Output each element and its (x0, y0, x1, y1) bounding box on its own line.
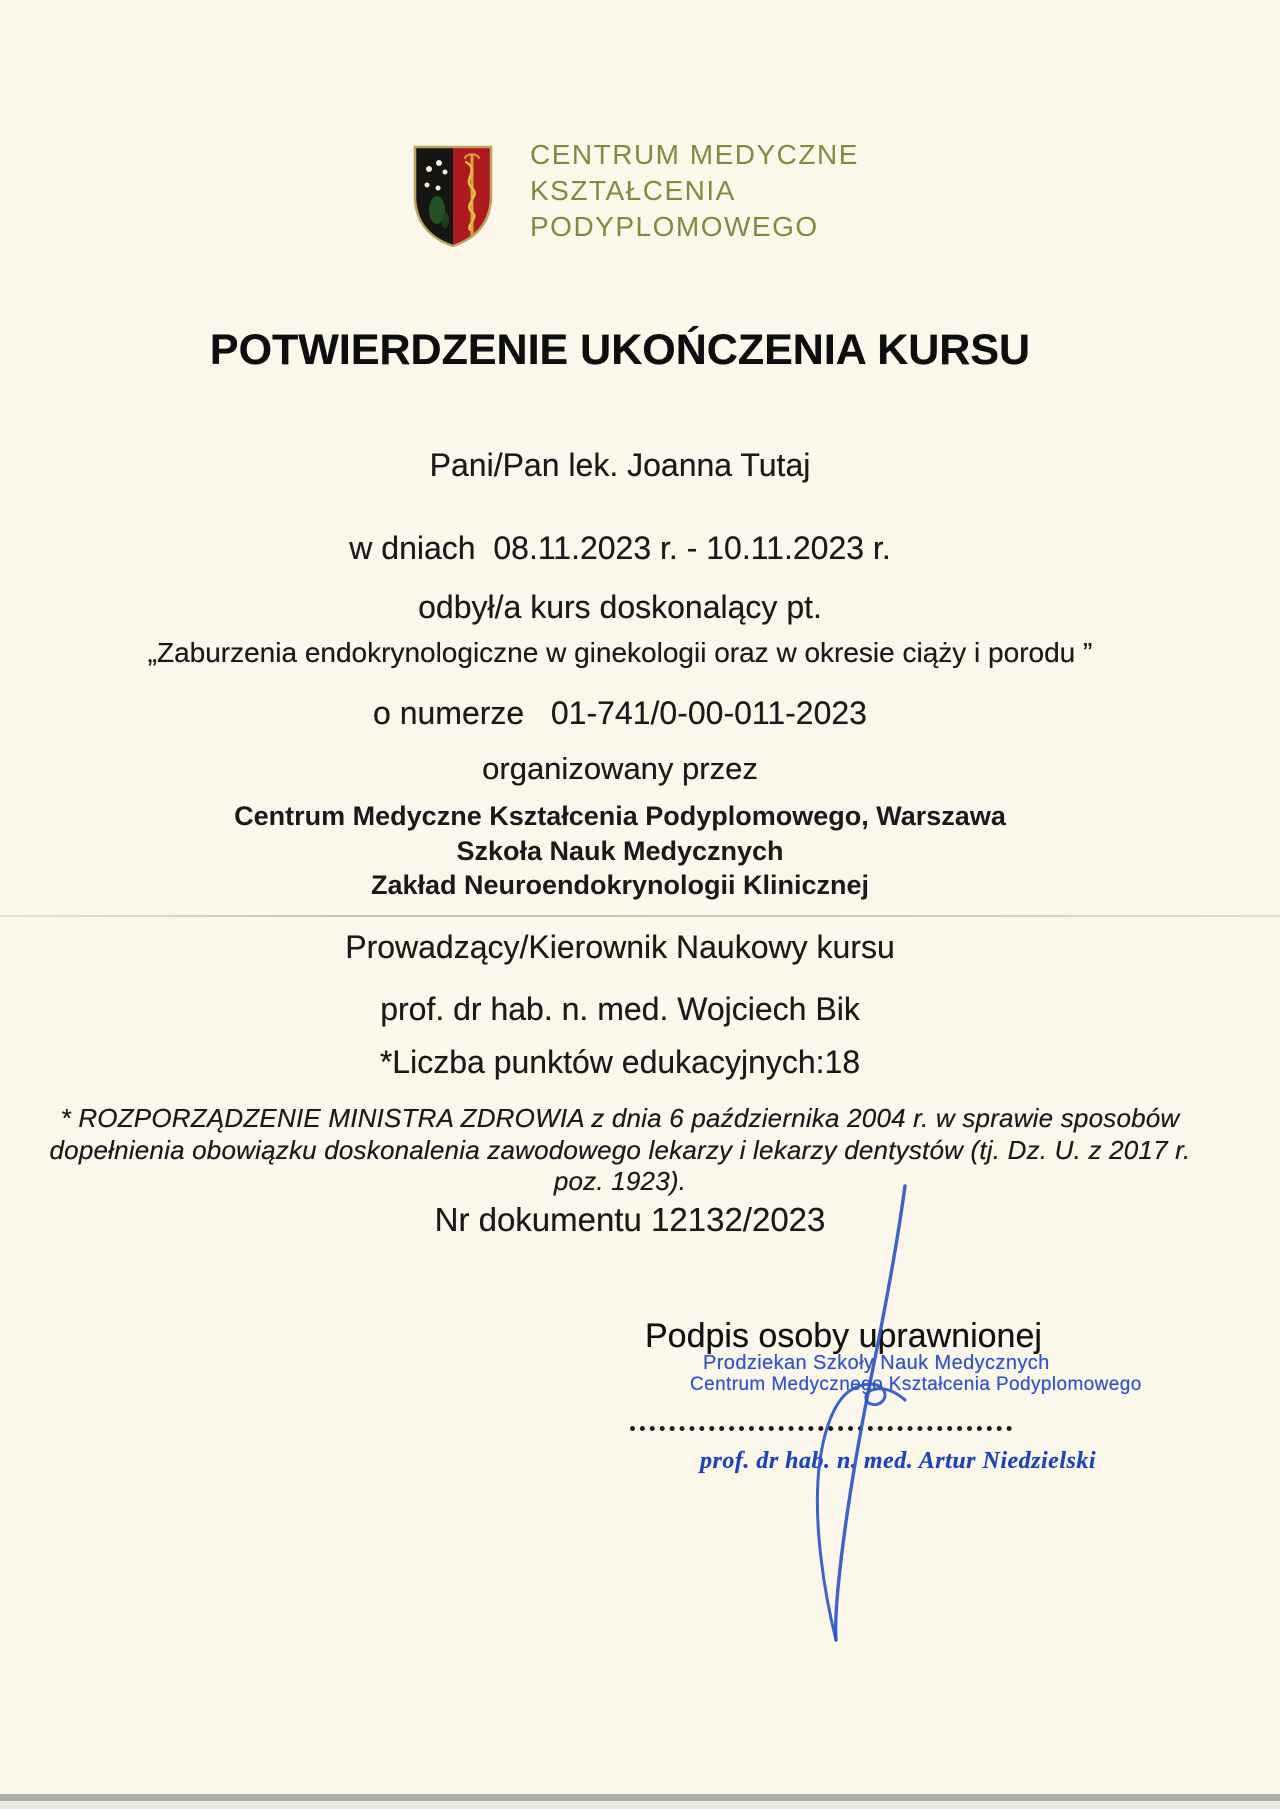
cmkp-shield-logo-icon (412, 144, 494, 250)
organizer-line-3: Zakład Neuroendokrynologii Klinicznej (370, 870, 870, 900)
document-number-line: Nr dokumentu 12132/2023 (434, 1201, 826, 1238)
education-points-line: *Liczba punktów edukacyjnych:18 (379, 1044, 861, 1080)
course-title-line: „Zaburzenia endokrynologiczne w ginekologii oraz w okresie ciąży i porodu ” (147, 637, 1093, 668)
organized-by-label: organizowany przez (482, 751, 758, 786)
certificate-title: POTWIERDZENIE UKOŃCZENIA KURSU (209, 326, 1031, 374)
footnote-line-2: dopełnienia obowiązku doskonalenia zawodowego lekarzy i lekarzy dentystów (tj. Dz. U. z 2017 r. (49, 1135, 1191, 1165)
organizer-line-1: Centrum Medyczne Kształcenia Podyplomowego, Warszawa (234, 801, 1006, 831)
stamp-institution-line: Centrum Medycznego Kształcenia Podyplomowego (690, 1374, 1142, 1395)
paper-fold-line (0, 915, 1280, 917)
recipient-name-line: Pani/Pan lek. Joanna Tutaj (429, 447, 811, 483)
stamp-role-line: Prodziekan Szkoły Nauk Medycznych (703, 1352, 1050, 1374)
logo-line-1: CENTRUM MEDYCZNE (530, 139, 859, 170)
course-leader-name: prof. dr hab. n. med. Wojciech Bik (380, 991, 860, 1027)
course-type-line: odbył/a kurs doskonalący pt. (418, 589, 822, 625)
signature-dotted-line (630, 1400, 1012, 1431)
signer-name: prof. dr hab. n. med. Artur Niedzielski (700, 1448, 1096, 1474)
scan-bottom-edge-light (0, 1801, 1280, 1809)
course-leader-label: Prowadzący/Kierownik Naukowy kursu (345, 929, 895, 965)
signature-label: Podpis osoby uprawnionej (645, 1317, 1042, 1355)
organizer-line-2: Szkoła Nauk Medycznych (456, 836, 784, 866)
course-number-line: o numerze 01-741/0-00-011-2023 (373, 695, 867, 731)
logo-wordmark (530, 137, 859, 245)
scan-bottom-edge (0, 1794, 1280, 1801)
course-dates-line: w dniach 08.11.2023 r. - 10.11.2023 r. (349, 530, 891, 566)
footnote-line-3: poz. 1923). (553, 1166, 687, 1196)
logo-line-3: PODYPLOMOWEGO (530, 211, 819, 242)
footnote-line-1: * ROZPORZĄDZENIE MINISTRA ZDROWIA z dnia 6 października 2004 r. w sprawie sposobów (60, 1103, 1180, 1133)
logo-line-2: KSZTAŁCENIA (530, 175, 736, 206)
